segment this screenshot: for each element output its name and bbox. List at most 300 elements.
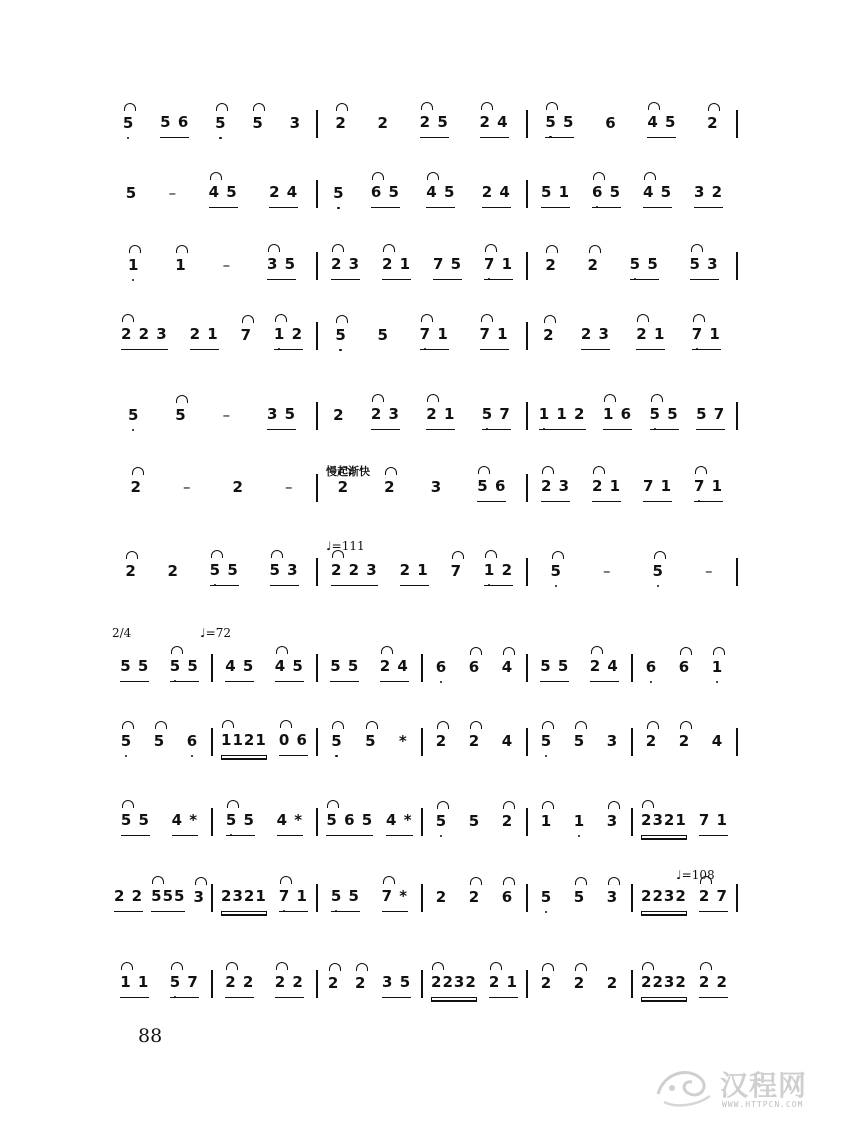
note-group: 2: [333, 406, 345, 424]
note-group: 5 6: [477, 477, 506, 502]
note-group: 2 4: [590, 657, 619, 682]
barline: [211, 728, 213, 756]
barline: [316, 808, 318, 836]
slur-mark: [381, 646, 393, 654]
slur-mark: [695, 466, 707, 474]
barline: [211, 884, 213, 912]
note-group: 2: [646, 732, 657, 756]
sustain-dash: –: [704, 562, 714, 580]
measure: [530, 786, 629, 842]
measure: [530, 300, 734, 356]
note-group: 5 6 5: [326, 811, 373, 836]
note-group: 3: [607, 812, 618, 836]
slur-mark: [642, 962, 654, 970]
slur-mark: [651, 394, 663, 402]
slur-mark: [122, 314, 134, 322]
slur-mark: [383, 876, 395, 884]
measure: [110, 88, 314, 144]
note-group: 2: [338, 478, 349, 502]
measure: [110, 230, 314, 286]
barline: [736, 252, 738, 280]
note-group: *: [398, 732, 408, 750]
slur-mark: [503, 877, 515, 885]
slur-mark: [589, 245, 601, 253]
note-group: 1 2: [274, 325, 303, 350]
note-group: 6: [646, 658, 657, 682]
slur-mark: [372, 172, 384, 180]
note-group: 4 5: [275, 657, 304, 682]
barline: [631, 970, 633, 998]
note-group: 3 5: [267, 255, 296, 280]
slur-mark: [700, 876, 712, 884]
measure: [110, 948, 209, 1004]
notation-system: [110, 632, 750, 688]
measure: [320, 158, 524, 214]
note-group: 5 7: [170, 973, 199, 998]
note-group: 2 1: [400, 561, 429, 586]
slur-mark: [171, 646, 183, 654]
slur-mark: [691, 244, 703, 252]
note-group: 2: [384, 478, 395, 502]
note-group: 2 2: [699, 973, 728, 998]
note-group: 2: [328, 974, 339, 998]
note-group: 6: [187, 732, 198, 756]
notation-system: [110, 88, 750, 144]
note-group: 7 1: [694, 477, 723, 502]
slur-mark: [176, 395, 188, 403]
measure: [110, 158, 314, 214]
slur-mark: [648, 102, 660, 110]
measure: [110, 452, 314, 508]
barline: [211, 654, 213, 682]
slur-mark: [680, 721, 692, 729]
notation-system: [110, 862, 750, 918]
slur-mark: [332, 244, 344, 252]
notation-system: [110, 452, 750, 508]
slur-mark: [713, 647, 725, 655]
slur-mark: [124, 103, 136, 111]
barline: [211, 970, 213, 998]
slur-mark: [478, 466, 490, 474]
note-group: 5: [128, 406, 139, 430]
note-group: 2 2 3: [121, 325, 168, 350]
note-group: 5: [541, 888, 552, 912]
note-group: 4: [711, 732, 724, 750]
slur-mark: [644, 172, 656, 180]
measure: [320, 88, 524, 144]
sustain-dash: –: [602, 562, 612, 580]
measure: [320, 632, 419, 688]
note-group: 5 7: [482, 405, 511, 430]
slur-mark: [385, 467, 397, 475]
barline: [736, 402, 738, 430]
note-group: 5 5: [120, 657, 149, 682]
slur-mark: [275, 314, 287, 322]
note-group: 5 6: [160, 113, 189, 138]
slur-mark: [171, 962, 183, 970]
slur-mark: [708, 103, 720, 111]
slur-mark: [129, 245, 141, 253]
notation-system: [110, 300, 750, 356]
measure: [320, 706, 419, 762]
note-group: 5: [377, 326, 389, 344]
barline: [526, 808, 528, 836]
measure: [110, 862, 209, 918]
measure: [110, 300, 314, 356]
note-group: 6: [679, 658, 690, 682]
note-group: 3: [289, 114, 302, 132]
slur-mark: [593, 466, 605, 474]
measure: [110, 632, 209, 688]
note-group: 5 3: [690, 255, 719, 280]
barline: [736, 558, 738, 586]
measure: [635, 632, 734, 688]
note-group: 2 1: [489, 973, 518, 998]
barline: [316, 252, 318, 280]
note-group: 5: [365, 732, 376, 756]
note-group: 1 1 2: [539, 405, 586, 430]
note-group: 5: [574, 732, 585, 756]
note-group: 2 1: [190, 325, 219, 350]
note-group: 2 3: [581, 325, 610, 350]
note-group: 2321: [221, 887, 267, 912]
sustain-dash: –: [182, 478, 192, 496]
note-group: 2 1: [382, 255, 411, 280]
note-group: 2 7: [699, 887, 728, 912]
measure: [320, 380, 524, 436]
note-group: 2: [377, 114, 389, 132]
slur-mark: [542, 801, 554, 809]
note-group: 4: [502, 658, 513, 682]
slur-mark: [226, 962, 238, 970]
note-group: 2232: [641, 973, 687, 998]
note-group: 2 1: [426, 405, 455, 430]
slur-mark: [332, 550, 344, 558]
note-group: 7 1: [484, 255, 513, 280]
measure: [635, 786, 734, 842]
sustain-dash: –: [222, 256, 232, 274]
note-group: 4 5: [647, 113, 676, 138]
note-group: 5: [468, 812, 481, 830]
slur-mark: [470, 647, 482, 655]
note-group: 5: [125, 184, 138, 202]
slur-mark: [132, 467, 144, 475]
note-group: 2: [469, 732, 480, 756]
measure: [110, 380, 314, 436]
note-group: 5 5: [210, 561, 239, 586]
note-group: 7 *: [382, 887, 409, 912]
measure: [110, 536, 314, 592]
measure: [320, 536, 524, 592]
slur-mark: [280, 720, 292, 728]
slur-mark: [332, 721, 344, 729]
slur-mark: [276, 646, 288, 654]
barline: [316, 558, 318, 586]
measure: [320, 300, 524, 356]
slur-mark: [155, 721, 167, 729]
slur-mark: [372, 394, 384, 402]
note-group: 5 5: [226, 811, 255, 836]
slur-mark: [366, 721, 378, 729]
measure: [425, 862, 524, 918]
time-signature: 2/4: [112, 626, 132, 640]
note-group: 7 1: [279, 887, 308, 912]
note-group: 5 3: [270, 561, 299, 586]
note-group: 1 2: [484, 561, 513, 586]
measure: [425, 632, 524, 688]
note-group: 2 4: [269, 183, 298, 208]
note-group: 5: [335, 326, 346, 350]
note-group: 2: [606, 974, 619, 992]
note-group: 4 *: [277, 811, 304, 836]
slur-mark: [452, 551, 464, 559]
barline: [316, 654, 318, 682]
measure: [530, 158, 734, 214]
slur-mark: [432, 962, 444, 970]
slur-mark: [222, 720, 234, 728]
slur-mark: [121, 962, 133, 970]
slur-mark: [542, 466, 554, 474]
barline: [631, 728, 633, 756]
note-group: 6: [469, 658, 480, 682]
barline: [316, 970, 318, 998]
slur-mark: [591, 646, 603, 654]
note-group: 2 4: [482, 183, 511, 208]
barline: [526, 558, 528, 586]
note-group: 5: [574, 888, 585, 912]
note-group: 2: [707, 114, 718, 138]
note-group: 2: [469, 888, 480, 912]
note-group: 2 2 3: [331, 561, 378, 586]
slur-mark: [327, 800, 339, 808]
barline: [316, 884, 318, 912]
barline: [421, 654, 423, 682]
notation-system: [110, 786, 750, 842]
note-group: 6 5: [371, 183, 400, 208]
slur-mark: [427, 394, 439, 402]
slur-mark: [211, 550, 223, 558]
note-group: 5: [436, 812, 447, 836]
page-number: 88: [138, 1025, 163, 1047]
note-group: 2: [131, 478, 142, 502]
slur-mark: [152, 876, 164, 884]
barline: [211, 808, 213, 836]
note-group: 3 2: [694, 183, 723, 208]
note-group: 7 1: [420, 325, 449, 350]
note-group: 2 4: [480, 113, 509, 138]
note-group: 2: [588, 256, 599, 280]
note-group: 1121: [221, 731, 267, 756]
slur-mark: [383, 244, 395, 252]
note-group: 1 6: [603, 405, 632, 430]
note-group: 2 3: [371, 405, 400, 430]
note-group: 1: [541, 812, 552, 836]
note-group: 2: [502, 812, 513, 836]
slur-mark: [470, 877, 482, 885]
barline: [736, 110, 738, 138]
measure: [530, 380, 734, 436]
barline: [736, 728, 738, 756]
note-group: 555: [151, 887, 185, 912]
note-group: 3: [606, 732, 619, 750]
measure: [635, 706, 734, 762]
note-group: 2: [335, 114, 346, 138]
note-group: 2232: [431, 973, 477, 998]
barline: [526, 402, 528, 430]
slur-mark: [542, 963, 554, 971]
slur-mark: [421, 102, 433, 110]
slur-mark: [544, 315, 556, 323]
barline: [631, 884, 633, 912]
note-group: 5: [541, 732, 552, 756]
sustain-dash: –: [168, 184, 178, 202]
note-group: 7 1: [692, 325, 721, 350]
barline: [316, 180, 318, 208]
slur-mark: [654, 551, 666, 559]
barline: [631, 808, 633, 836]
notation-system: [110, 230, 750, 286]
note-group: 5 5: [330, 657, 359, 682]
note-group: 5 5: [540, 657, 569, 682]
note-group: 4: [501, 732, 514, 750]
note-group: 4 5: [643, 183, 672, 208]
note-group: 5: [215, 114, 226, 138]
slur-mark: [421, 314, 433, 322]
note-group: 5: [653, 562, 664, 586]
note-group: 6: [502, 888, 513, 912]
slur-mark: [195, 877, 207, 885]
note-group: 5 7: [696, 405, 725, 430]
slur-mark: [642, 800, 654, 808]
slur-mark: [227, 800, 239, 808]
note-group: 3: [607, 888, 618, 912]
barline: [736, 884, 738, 912]
note-group: 3: [430, 478, 443, 496]
barline: [526, 180, 528, 208]
slur-mark: [268, 244, 280, 252]
note-group: 5 5: [121, 811, 150, 836]
note-group: 0 6: [279, 731, 308, 756]
note-group: 2 2: [225, 973, 254, 998]
slur-mark: [271, 550, 283, 558]
note-group: 1: [712, 658, 723, 682]
barline: [421, 884, 423, 912]
slur-mark: [503, 647, 515, 655]
sustain-dash: –: [222, 406, 232, 424]
measure: [215, 786, 314, 842]
slur-mark: [608, 801, 620, 809]
watermark-logo-icon: [650, 1058, 720, 1114]
note-group: 5: [551, 562, 562, 586]
note-group: 2: [679, 732, 690, 756]
note-group: 5 5: [545, 113, 574, 138]
slur-mark: [176, 245, 188, 253]
measure: [215, 862, 314, 918]
barline: [316, 728, 318, 756]
slur-mark: [253, 103, 265, 111]
measure: [530, 948, 629, 1004]
tempo-marking-72: ♩=72: [200, 626, 231, 640]
barline: [526, 322, 528, 350]
note-group: 5: [121, 732, 132, 756]
slur-mark: [485, 550, 497, 558]
measure: [215, 632, 314, 688]
note-group: 2: [545, 256, 556, 280]
notation-system: [110, 948, 750, 1004]
slur-mark: [122, 721, 134, 729]
note-group: 4 *: [172, 811, 199, 836]
slur-mark: [700, 962, 712, 970]
note-group: 1 1: [120, 973, 149, 998]
slur-mark: [280, 876, 292, 884]
note-group: 3: [194, 888, 205, 912]
note-group: 7 1: [480, 325, 509, 350]
slur-mark: [637, 314, 649, 322]
slur-mark: [481, 314, 493, 322]
note-group: 2 4: [380, 657, 409, 682]
measure: [530, 452, 734, 508]
slur-mark: [575, 721, 587, 729]
barline: [526, 970, 528, 998]
note-group: 2: [355, 974, 366, 998]
slur-mark: [593, 172, 605, 180]
note-group: 2: [435, 888, 448, 906]
note-group: 5 5: [630, 255, 659, 280]
measure: [215, 706, 314, 762]
slur-mark: [481, 102, 493, 110]
barline: [526, 728, 528, 756]
slur-mark: [336, 315, 348, 323]
slur-mark: [210, 172, 222, 180]
note-group: 5: [252, 114, 263, 138]
measure: [530, 862, 629, 918]
note-group: 6: [605, 114, 617, 132]
note-group: 5 5: [650, 405, 679, 430]
note-group: 5 1: [541, 183, 570, 208]
note-group: 2: [574, 974, 585, 998]
note-group: 5 5: [170, 657, 199, 682]
slur-mark: [485, 244, 497, 252]
measure: [530, 230, 734, 286]
watermark-url: WWW.HTTPCN.COM: [722, 1100, 804, 1109]
expression-mark: 慢起渐快: [326, 465, 370, 478]
slur-mark: [546, 102, 558, 110]
measure: [110, 706, 209, 762]
note-group: 7 1: [643, 477, 672, 502]
tempo-marking-111: ♩=111: [326, 539, 365, 553]
slur-mark: [693, 314, 705, 322]
slur-mark: [575, 877, 587, 885]
note-group: 5: [333, 184, 344, 208]
measure: [425, 706, 524, 762]
measure: [425, 948, 524, 1004]
slur-mark: [437, 721, 449, 729]
measure: [320, 862, 419, 918]
note-group: 4 5: [225, 657, 254, 682]
notation-system: [110, 380, 750, 436]
barline: [526, 110, 528, 138]
measure: [215, 948, 314, 1004]
note-group: 7 5: [433, 255, 462, 280]
note-group: 2: [167, 562, 179, 580]
measure: [320, 452, 524, 508]
slur-mark: [604, 394, 616, 402]
measure: [635, 948, 734, 1004]
note-group: 5: [175, 406, 186, 430]
note-group: 2 2: [114, 887, 143, 912]
note-group: 3 5: [382, 973, 411, 998]
note-group: 7: [451, 562, 462, 586]
